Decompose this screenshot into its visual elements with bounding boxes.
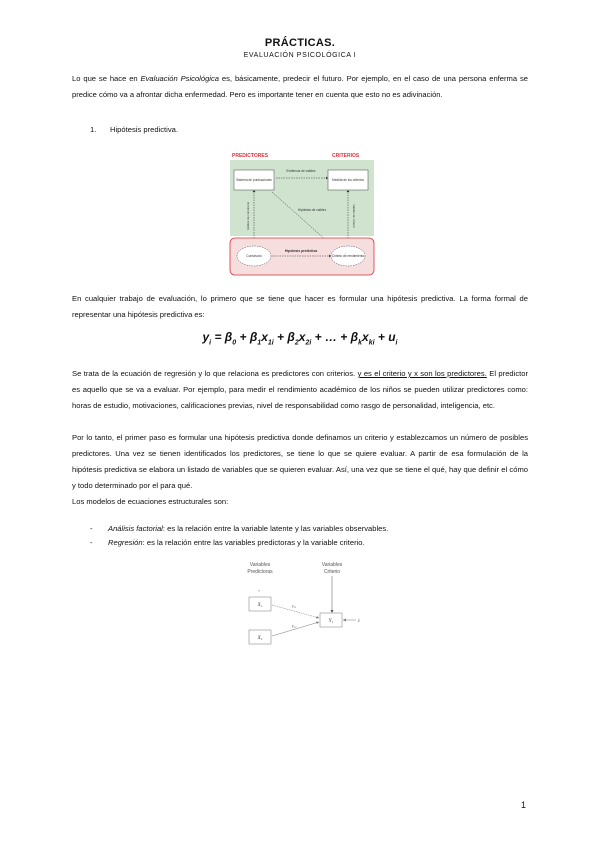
page-number: 1 <box>520 800 526 810</box>
paragraph-5: Los modelos de ecuaciones estructurales son: <box>72 497 229 506</box>
regression-equation: $y_i = \beta_0 + \beta_1x_{1i} + \beta_2x_{2i}$ + … + $\beta_kx_{ki} + u_i$ <box>202 330 398 347</box>
criterion-validity-label: Validez de criterio <box>352 204 356 228</box>
error-label: ε <box>358 619 361 624</box>
x2-label: X₂ <box>257 636 263 641</box>
para3-text-2: El predictor es aquello que se va a evaluar. Por ejemplo, para medir el rendimiento académico de los niños se pueden utilizar predictores como: horas de estudio, motivaciones, calificaciones previas, nivel de responsabilidad como rasgo de personalidad, inteligencia, etc. <box>72 369 528 410</box>
paragraph-2: En cualquier trabajo de evaluación, lo primero que se tiene que hacer es formular una hipótesis predictiva. La forma formal de representar una hipótesis predictiva es: <box>72 294 528 319</box>
models-list <box>90 522 388 550</box>
criterion-oval-label: Criterio de rendimiento <box>331 254 365 258</box>
scores-box-label: Sistema de puntuaciones <box>236 178 272 182</box>
predictors-label: PREDICTORES <box>232 153 269 159</box>
regression-path-diagram <box>246 560 364 650</box>
intro-text-1: Lo que se hace en <box>72 74 141 83</box>
criterion-variable-label-2: Criterio <box>323 569 341 575</box>
validity-hypothesis-label: Hipótesis de validez <box>297 208 327 212</box>
y1-label: Y₁ <box>328 619 334 624</box>
paragraph-4: Por lo tanto, el primer paso es formular una hipótesis predictiva donde definamos un criterio y establezcamos un número de posibles predictores. Una vez se tienen identificados los predictores, se tiene lo que se quiere evaluar. A partir de esa formulación de la hipótesis predictiva se elabora un listado de variables que se quieren evaluar. Así, una vez que se tiene el qué, hay que definir el cómo y todo determinado por el para qué. <box>72 433 528 490</box>
construct-validity-label: Validez de constructo <box>246 201 250 231</box>
predictor-variables-label-2: Predictoras <box>247 569 273 575</box>
section-number: 1. <box>90 125 97 134</box>
x1-label: X₁ <box>257 603 263 608</box>
predictor-variables-label-1: Variables <box>249 562 271 568</box>
predictive-hypothesis-label: Hipótesis predictiva <box>284 249 318 253</box>
intro-emphasis: Evaluación Psicológica <box>140 74 220 83</box>
validity-evidence-label: Evidencia de validez <box>286 169 316 173</box>
para3-underlined: y es el criterio y x son los predictores. <box>357 369 487 378</box>
construct-oval-label: Constructo <box>246 254 262 258</box>
asterisk-mark: * <box>258 589 260 594</box>
section-heading-1 <box>90 125 178 134</box>
intro-paragraph <box>72 71 528 103</box>
predictive-hypothesis-diagram <box>228 150 376 276</box>
paragraph-3 <box>72 366 528 414</box>
page-subtitle: EVALUACIÓN PSICOLÓGICA I <box>243 52 357 59</box>
list-item: - Análisis factorial: es la relación entre la variable latente y las variables observables. <box>90 524 389 533</box>
criteria-label: CRITERIOS <box>332 153 360 159</box>
gamma-11-label: γ₁₁ <box>292 603 297 608</box>
criteria-box-label: Medida de los criterios <box>332 178 364 182</box>
gamma-12-label: γ₁₂ <box>292 623 297 628</box>
criterion-variable-label-1: Variables <box>321 562 343 568</box>
para3-text-1: Se trata de la ecuación de regresión y lo que relaciona es predictores con criterios. <box>72 369 358 378</box>
list-item: - Regresión: es la relación entre las variables predictoras y la variable criterio. <box>90 538 365 547</box>
section-label: Hipótesis predictiva. <box>110 125 178 134</box>
page-title: PRÁCTICAS. <box>264 37 336 49</box>
intro-text-2: es, básicamente, predecir el futuro. Por ejemplo, en el caso de una persona enferma se predice cómo va a afrontar dicha enfermedad. Pero es importante tener en cuenta que esto no es adivinación. <box>72 74 529 99</box>
